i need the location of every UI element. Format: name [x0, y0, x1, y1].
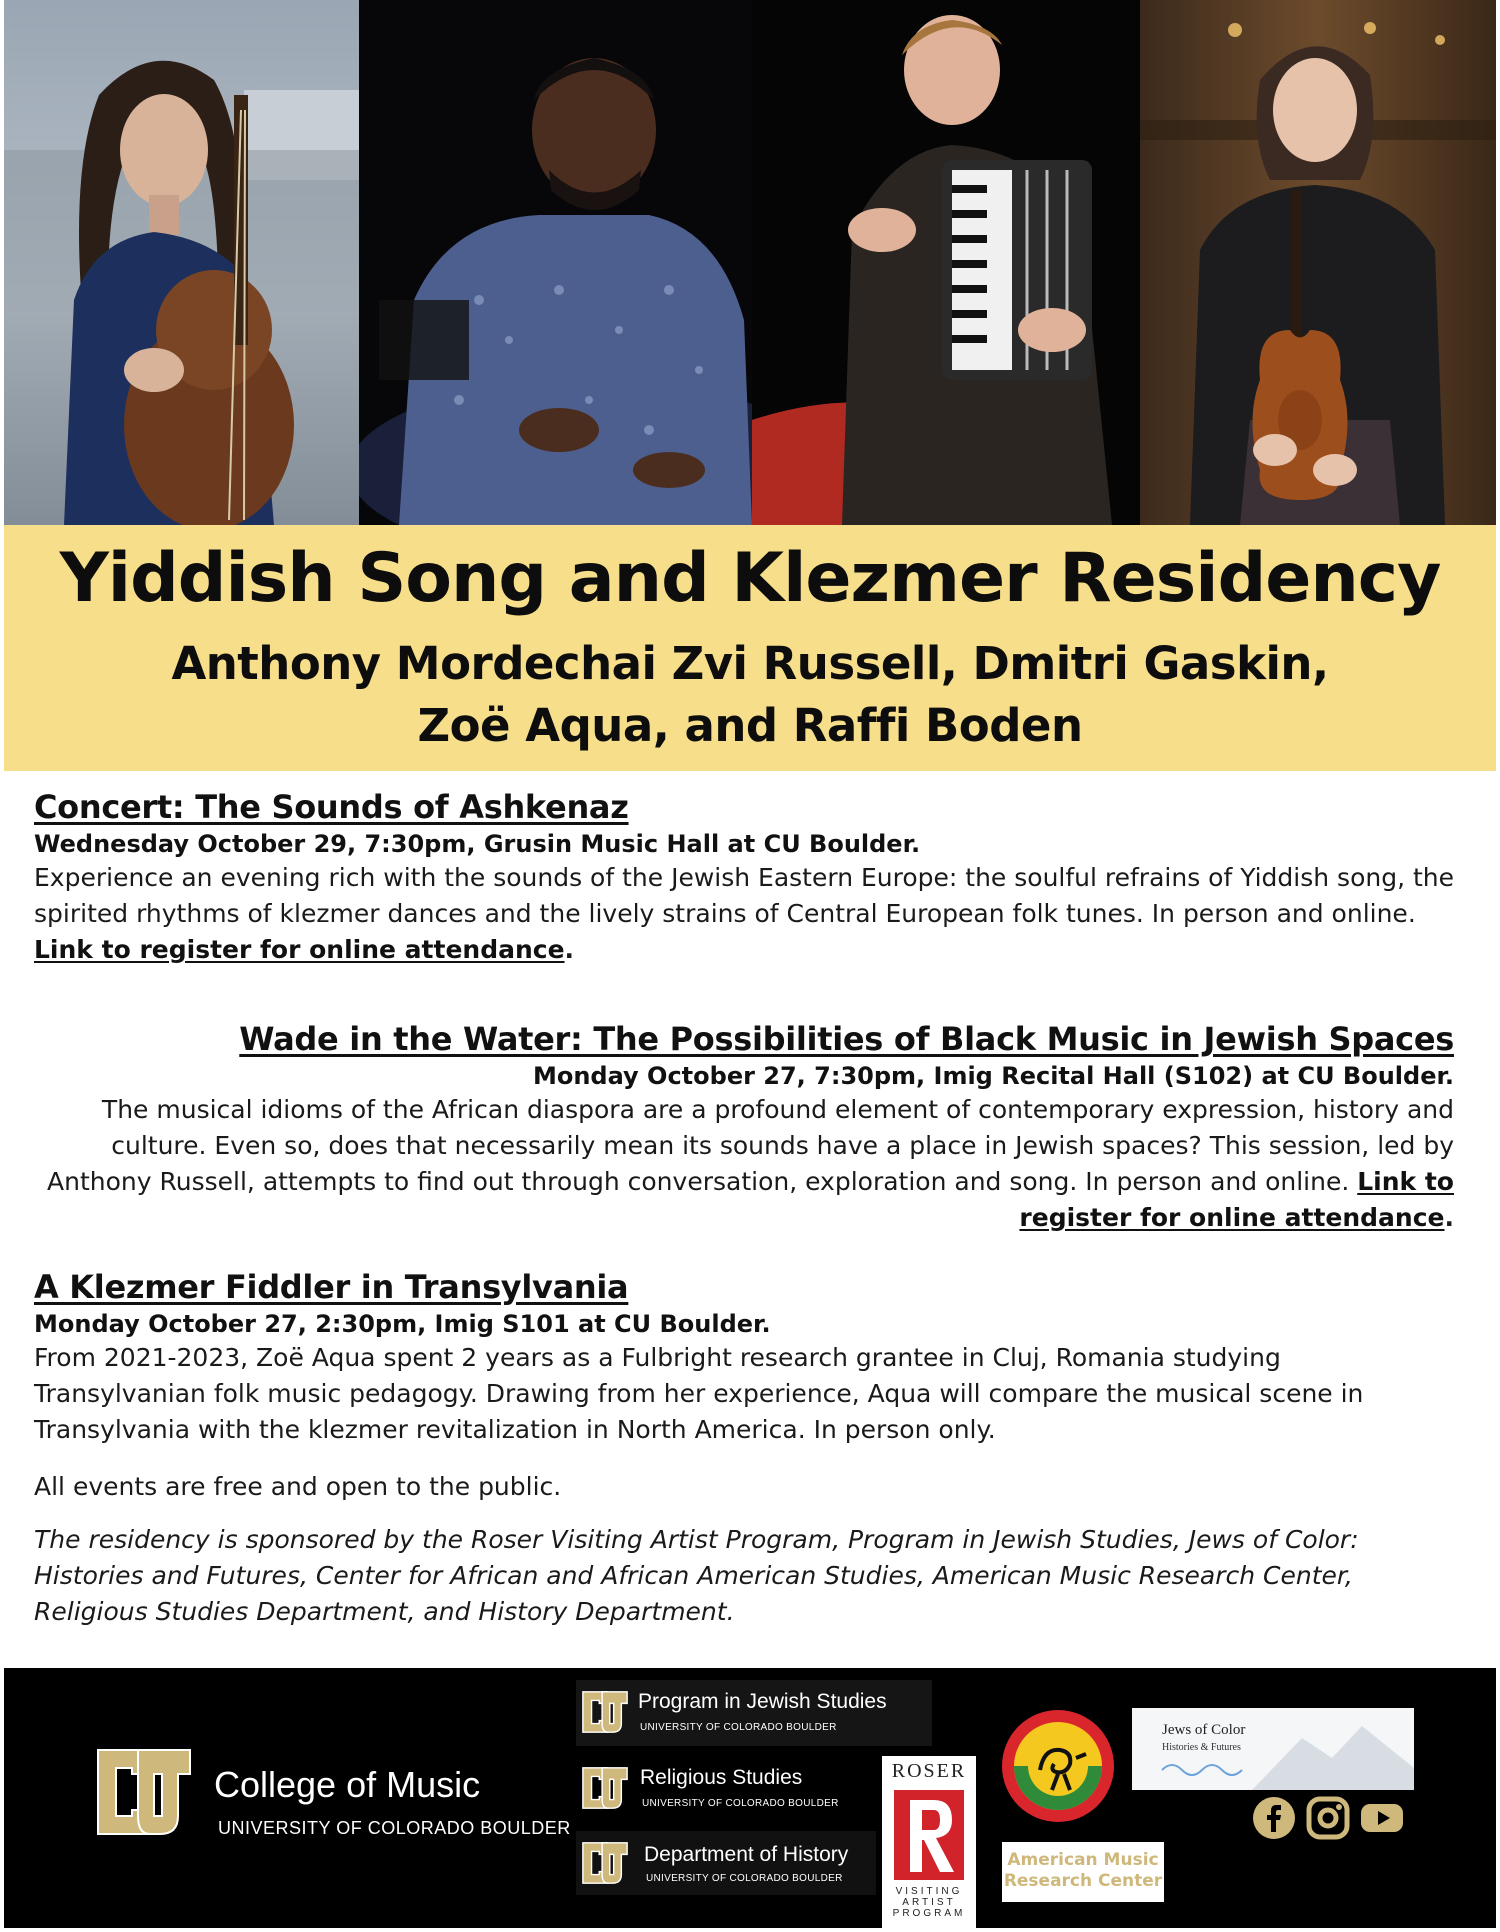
college-of-music-name: College of Music	[214, 1764, 481, 1805]
caas-circle-logo	[1000, 1708, 1116, 1824]
religious-studies-name: Religious Studies	[640, 1766, 803, 1789]
event-description-text: The musical idioms of the African diaspora are a profound element of contemporary expression, history and culture. Even so, does that necessarily mean its sounds have a place in Jewish spaces? This session, led by Anthony Russell, attempts to find out through conversation, exploration and song. In person and online.	[47, 1095, 1454, 1196]
cu-logo-icon	[580, 1764, 630, 1812]
history-department-logo	[576, 1831, 876, 1895]
event-description: From 2021-2023, Zoë Aqua spent 2 years as a Fulbright research grantee in Cluj, Romania studying Transylvanian folk music pedagogy. Drawing from her experience, Aqua will compare the musical scene in Transylvania with the klezmer revitalization in North America. In person only.	[34, 1343, 1364, 1444]
event-description	[34, 1092, 1454, 1236]
roser-r-icon	[894, 1790, 964, 1880]
violinist-photo	[1140, 0, 1496, 525]
jewish-studies-name: Program in Jewish Studies	[638, 1690, 887, 1713]
performers-list	[4, 633, 1496, 757]
cu-logo-icon	[92, 1744, 196, 1840]
college-univ-text: UNIVERSITY OF COLORADO BOULDER	[218, 1818, 571, 1838]
youtube-icon[interactable]	[1360, 1796, 1404, 1840]
dept-univ-label: UNIVERSITY OF COLORADO BOULDER	[640, 1722, 837, 1733]
sponsor-footer	[4, 1668, 1496, 1928]
american-music-research-center-logo	[1002, 1842, 1164, 1902]
event-datetime: Monday October 27, 2:30pm, Imig S101 at CU Boulder.	[34, 1310, 771, 1338]
title-band	[4, 525, 1496, 771]
history-name: Department of History	[644, 1843, 849, 1866]
joc-subtitle: Histories & Futures	[1162, 1742, 1241, 1753]
trailing-period: .	[564, 935, 575, 964]
jews-of-color-logo	[1132, 1708, 1414, 1790]
facebook-icon[interactable]	[1252, 1796, 1296, 1840]
dept-univ-label: UNIVERSITY OF COLORADO BOULDER	[646, 1873, 843, 1884]
event-description-text: Experience an evening rich with the sounds of the Jewish Eastern Europe: the soulful refrains of Yiddish song, the spirited rhythms of klezmer dances and the lively strains of Central European folk tunes. In person and online.	[34, 863, 1454, 928]
performers-line-2: Zoë Aqua, and Raffi Boden	[417, 699, 1083, 752]
roser-subtitle: VISITING ARTIST PROGRAM	[892, 1886, 966, 1919]
sponsor-note: The residency is sponsored by the Roser Visiting Artist Program, Program in Jewish Studies, Jews of Color: Histories and Futures, Center for African and African American Studies, American Music Research Center, Religious Studies Department, and History Department.	[34, 1525, 1359, 1626]
performer-photo-strip	[4, 0, 1496, 525]
college-university-label	[218, 1818, 571, 1839]
amrc-line-2: Research Center	[1003, 1871, 1163, 1891]
roser-wordmark: ROSER	[891, 1760, 967, 1782]
free-admission-note: All events are free and open to the public.	[34, 1472, 562, 1501]
roser-visiting-artist-logo	[882, 1756, 976, 1928]
event-datetime: Wednesday October 29, 7:30pm, Grusin Music Hall at CU Boulder.	[34, 830, 921, 858]
register-link[interactable]: Link to register for online attendance	[34, 935, 565, 964]
singer-photo	[359, 0, 752, 525]
event-wade-in-the-water	[34, 1020, 1454, 1236]
event-klezmer-fiddler	[34, 1268, 1454, 1448]
dept-univ-label: UNIVERSITY OF COLORADO BOULDER	[642, 1798, 839, 1809]
event-title: Wade in the Water: The Possibilities of Black Music in Jewish Spaces	[239, 1020, 1454, 1058]
event-description	[34, 860, 1454, 968]
amrc-line-1: American Music	[1007, 1850, 1159, 1870]
joc-title: Jews of Color	[1162, 1722, 1246, 1738]
cu-logo-icon	[580, 1839, 630, 1887]
cu-logo-icon	[580, 1688, 630, 1736]
event-datetime: Monday October 27, 7:30pm, Imig Recital Hall (S102) at CU Boulder.	[532, 1062, 1454, 1090]
religious-studies-logo	[576, 1758, 866, 1818]
performers-line-1: Anthony Mordechai Zvi Russell, Dmitri Gaskin,	[171, 637, 1329, 690]
event-title: Concert: The Sounds of Ashkenaz	[34, 788, 629, 826]
event-concert	[34, 788, 1454, 968]
accordionist-photo	[752, 0, 1140, 525]
register-link[interactable]: Link to register for online attendance	[1019, 1167, 1454, 1232]
page-title: Yiddish Song and Klezmer Residency	[59, 539, 1441, 618]
cellist-photo	[4, 0, 359, 525]
amrc-wordmark	[1002, 1850, 1164, 1892]
trailing-period: .	[1444, 1203, 1454, 1232]
instagram-icon[interactable]	[1306, 1796, 1350, 1840]
social-links	[1252, 1796, 1404, 1840]
jewish-studies-logo	[576, 1680, 932, 1746]
event-title: A Klezmer Fiddler in Transylvania	[34, 1268, 629, 1306]
